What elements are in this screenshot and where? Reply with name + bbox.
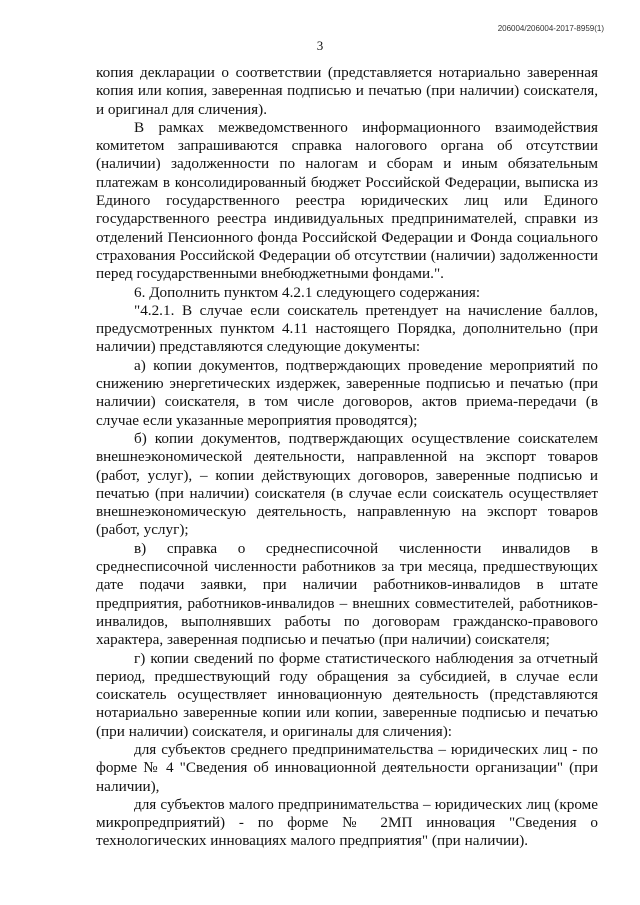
- paragraph-4-2-1: "4.2.1. В случае если соискатель претендует на начисление баллов, предусмотренных пунктом 4.11 настоящего Порядка, дополнительно (при наличии) представляются следующие документы:: [96, 301, 598, 356]
- paragraph-small-business: для субъектов малого предпринимательства – юридических лиц (кроме микропредприятий) - по форме № 2МП инновация "Сведения о технологических инновациях малого предприятия" (при наличии).: [96, 795, 598, 850]
- document-body: [96, 64, 598, 851]
- paragraph-medium-business: для субъектов среднего предпринимательства – юридических лиц - по форме № 4 "Сведения об инновационной деятельности организации" (при наличии),: [96, 740, 598, 795]
- paragraph-item-6: 6. Дополнить пунктом 4.2.1 следующего содержания:: [134, 283, 481, 301]
- paragraph-subitem-b: б) копии документов, подтверждающих осуществление соискателем внешнеэкономической деятельности, направленной на экспорт товаров (работ, услуг), – копии действующих договоров, заверенные подписью и печатью (при наличии) соискателя (в случае если соискатель осуществляет внешнеэкономическую деятельность, направленную на экспорт товаров (работ, услуг);: [96, 429, 598, 539]
- paragraph-subitem-a: а) копии документов, подтверждающих проведение мероприятий по снижению энергетических издержек, заверенные подписью и печатью (при наличии) соискателя, в том числе договоров, актов приема-передачи (в случае если указанные мероприятия проводятся);: [96, 356, 598, 429]
- paragraph-subitem-g: г) копии сведений по форме статистического наблюдения за отчетный период, предшествующий году обращения за субсидией, в случае если соискатель осуществляет инновационную деятельность (представляются нотариально заверенные копии или копии, заверенные подписью и печатью (при наличии) соискателя, и оригиналы для сличения):: [96, 649, 598, 740]
- paragraph-declaration-copy: копия декларации о соответствии (представляется нотариально заверенная копия или копия, заверенная подписью и печатью (при наличии) соискателя, и оригинал для сличения).: [96, 64, 598, 118]
- paragraph-interagency-requests: В рамках межведомственного информационного взаимодействия комитетом запрашиваются справка налогового органа об отсутствии (наличии) задолженности по налогам и сборам и иным обязательным платежам в консолидированный бюджет Российской Федерации, выписка из Единого государственного реестра юридических лиц или Единого государственного реестра индивидуальных предпринимателей, справки из отделений Пенсионного фонда Российской Федерации и Фонда социального страхования Российской Федерации об отсутствии (наличии) задолженности перед государственными внебюджетными фондами.".: [96, 118, 598, 283]
- document-number: 206004/206004-2017-8959(1): [497, 24, 604, 33]
- page-number: 3: [316, 38, 324, 53]
- paragraph-subitem-v: в) справка о среднесписочной численности инвалидов в среднесписочной численности работников за три месяца, предшествующих дате подачи заявки, при наличии работников-инвалидов в штате предприятия, работников-инвалидов – внешних совместителей, работников-инвалидов, выполнявших работы по договорам гражданско-правового характера, заверенная подписью и печатью (при наличии) соискателя;: [96, 539, 598, 649]
